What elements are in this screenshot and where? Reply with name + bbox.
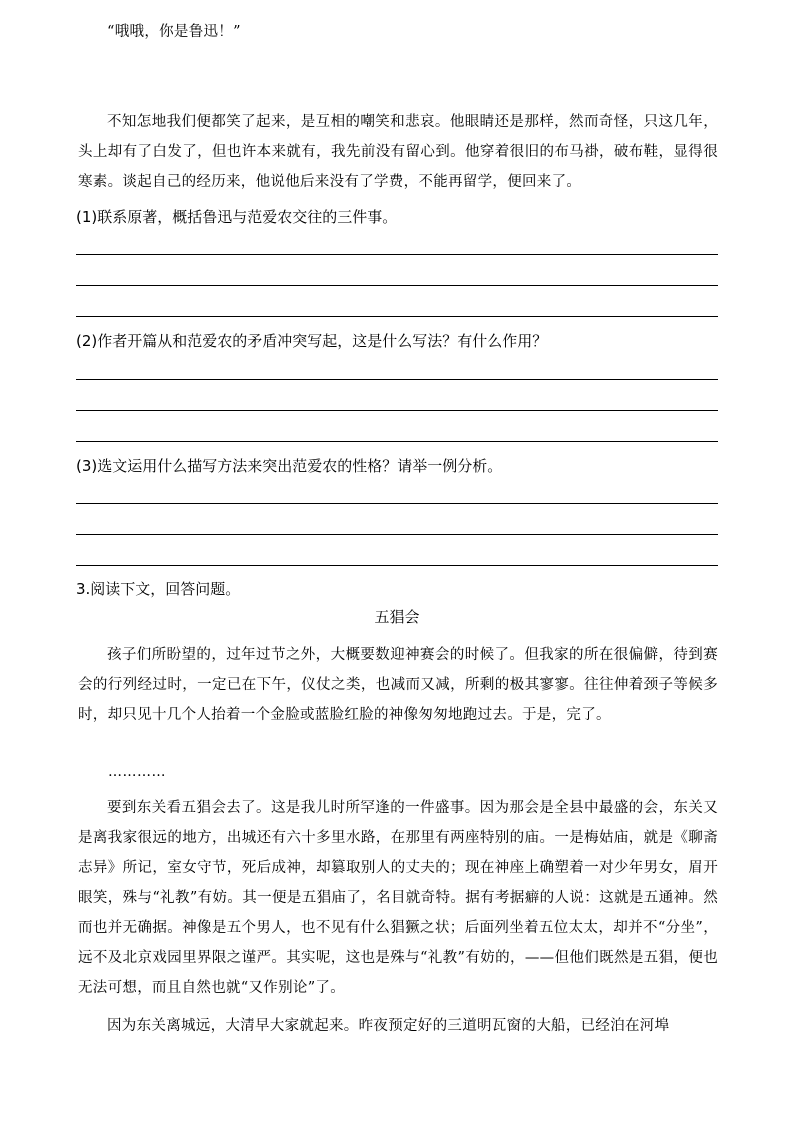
answer-line[interactable] (76, 285, 718, 286)
answer-line[interactable] (76, 254, 718, 255)
question-1: (1)联系原著，概括鲁迅与范爱农交往的三件事。 (76, 208, 398, 226)
passage-quote: “哦哦，你是鲁迅！” (107, 24, 241, 40)
question-2: (2)作者开篇从和范爱农的矛盾冲突写起，这是什么写法？有什么作用？ (76, 332, 548, 350)
section-prompt: 3.阅读下文，回答问题。 (76, 580, 241, 598)
answer-line[interactable] (76, 441, 718, 442)
passage-title: 五猖会 (374, 608, 420, 626)
answer-line[interactable] (76, 379, 718, 380)
answer-line[interactable] (76, 565, 718, 566)
answer-line[interactable] (76, 316, 718, 317)
passage-paragraph: 因为东关离城远，大清早大家就起来。昨夜预定好的三道明瓦窗的大船，已经泊在河埠 (107, 1018, 670, 1034)
passage-paragraph: 要到东关看五猖会去了。这是我儿时所罕逢的一件盛事。因为那会是全县中最盛的会，东关又是离我家很远的地方，出城还有六十多里水路，在那里有两座特别的庙。一是梅姑庙，就是《聊斋志异》所记，室女守节，死后成神，却篡取别人的丈夫的；现在神座上确塑着一对少年男女，眉开眼笑，殊与“礼教”有妨。其一便是五猖庙了，名目就奇特。据有考据癖的人说：这就是五通神。然而也并无确据。神像是五个男人，也不见有什么猖獗之状；后面列坐着五位太太，却并不“分坐”，远不及北京戏园里界限之谨严。其实呢，这也是殊与“礼教”有妨的，——但他们既然是五猖，便也无法可想，而且自然也就“又作别论”了。 (78, 800, 718, 996)
passage-paragraph: 孩子们所盼望的，过年过节之外，大概要数迎神赛会的时候了。但我家的所在很偏僻，待到赛会的行列经过时，一定已在下午，仪仗之类，也减而又减，所剩的极其寥寥。往往伸着颈子等候多时，却只见十几个人抬着一个金脸或蓝脸红脸的神像匆匆地跑过去。于是，完了。 (78, 647, 718, 723)
answer-line[interactable] (76, 410, 718, 411)
question-3: (3)选文运用什么描写方法来突出范爱农的性格？请举一例分析。 (76, 457, 503, 475)
answer-line[interactable] (76, 534, 718, 535)
ellipsis: ………… (108, 764, 166, 780)
passage-paragraph: 不知怎地我们便都笑了起来，是互相的嘲笑和悲哀。他眼睛还是那样，然而奇怪，只这几年，头上却有了白发了，但也许本来就有，我先前没有留心到。他穿着很旧的布马褂，破布鞋，显得很寒素。谈起自己的经历来，他说他后来没有了学费，不能再留学，便回来了。 (78, 114, 718, 190)
answer-line[interactable] (76, 503, 718, 504)
